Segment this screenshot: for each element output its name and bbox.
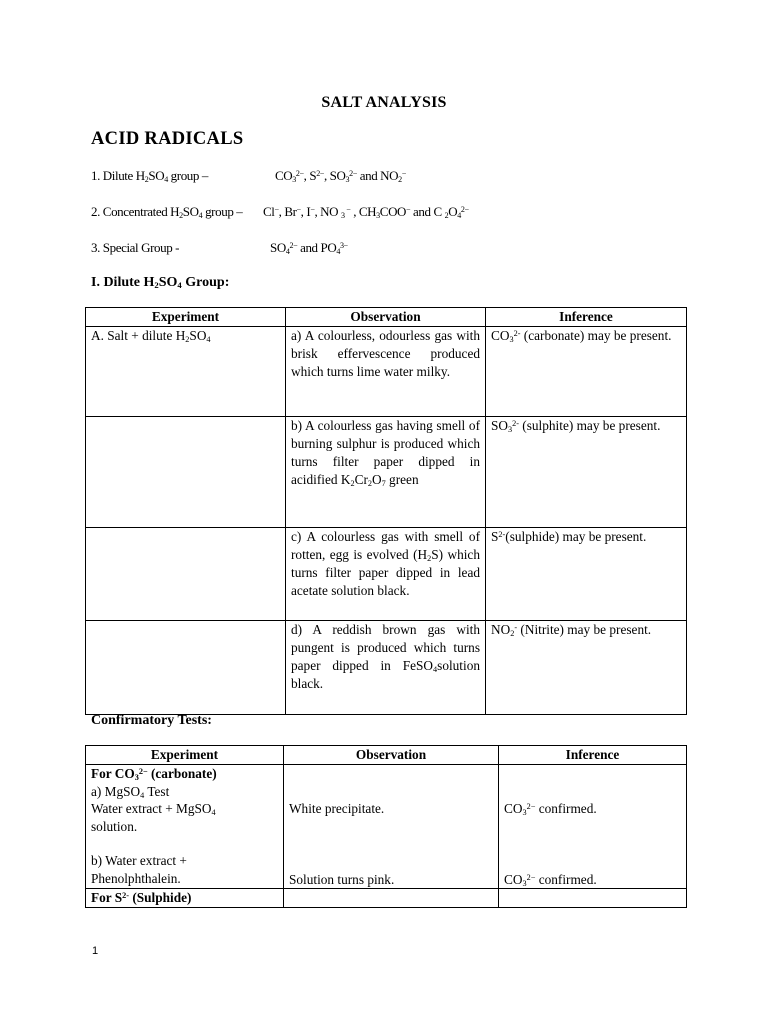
table-row bbox=[86, 889, 687, 908]
table1-header-observation: Observation bbox=[286, 308, 486, 327]
section-dilute-heading: I. Dilute $H_2SO_4$ Group: bbox=[91, 275, 230, 291]
mgso4-observation: White precipitate. bbox=[289, 801, 385, 816]
table2-header-experiment: Experiment bbox=[86, 746, 284, 765]
table1-r1-observation: a) A colourless, odourless gas with brisk effervescence produced which turns lime water milky. bbox=[286, 327, 486, 417]
confirmatory-tests-heading: Confirmatory Tests: bbox=[91, 713, 212, 728]
group-1-ions: $CO_3^{2-}$, $S^{2-}$, $SO_3^{2-}$ and $NO_2^-$ bbox=[275, 168, 406, 185]
table1-header-inference: Inference bbox=[486, 308, 687, 327]
confirmatory-table bbox=[85, 745, 687, 908]
phenolphthalein-inference: $CO_3^{2-}$ confirmed. bbox=[504, 871, 597, 888]
acid-radicals-heading: ACID RADICALS bbox=[91, 129, 244, 149]
group-2-ions: Cl−, Br−, I−, NO $_3$ − , $CH_3COO^-$ and C $_2O_4^{2-}$ bbox=[263, 204, 469, 221]
sulphide-heading: For $S^{2-}$ (Sulphide) bbox=[86, 889, 284, 908]
group-2-label: 2. Concentrated $H_2SO_4$ group – bbox=[91, 204, 243, 221]
carbonate-heading: For $CO_3^{2-}$ (carbonate) bbox=[91, 766, 217, 783]
table-row bbox=[86, 417, 687, 528]
table1-r1-inference: $CO_3^{2-}$ (carbonate) may be present. bbox=[486, 327, 687, 417]
table1-r2-experiment bbox=[86, 417, 286, 528]
mgso4-inference: $CO_3^{2-}$ confirmed. bbox=[504, 801, 597, 818]
table1-r3-observation: c) A colourless gas with smell of rotten, egg is evolved $(H_2S)$ which turns filter paper dipped in lead acetate solution black. bbox=[286, 528, 486, 621]
group-3-label: 3. Special Group - bbox=[91, 240, 180, 255]
table1-r2-inference: $SO_3^{2-}$ (sulphite) may be present. bbox=[486, 417, 687, 528]
table2-r1-observation bbox=[284, 765, 499, 889]
page-title: SALT ANALYSIS bbox=[321, 94, 447, 111]
group-1-label: 1. Dilute $H_2SO_4$ group – bbox=[91, 168, 208, 185]
table-row bbox=[86, 528, 687, 621]
table1-r4-observation: d) A reddish brown gas with pungent is produced which turns paper dipped in FeSO$_4$solution black. bbox=[286, 621, 486, 715]
table1-r4-experiment bbox=[86, 621, 286, 715]
table-row bbox=[86, 621, 687, 715]
mgso4-test-title: a) MgSO$_4$ Test bbox=[91, 783, 170, 800]
table1-r3-inference: $S^{2-}(sulphide)$ may be present. bbox=[486, 528, 687, 621]
mgso4-test-experiment: Water extract + MgSO$_4$ solution. bbox=[91, 801, 216, 834]
table2-header-observation: Observation bbox=[284, 746, 499, 765]
table1-r3-experiment bbox=[86, 528, 286, 621]
table1-r1-experiment: A. Salt + dilute $H_2SO_4$ bbox=[86, 327, 286, 417]
table-row bbox=[86, 765, 687, 889]
table1-r2-observation: b) A colourless gas having smell of burning sulphur is produced which turns filter paper dipped in acidified $K_2Cr_2O_7$ green bbox=[286, 417, 486, 528]
dilute-group-table bbox=[85, 307, 687, 715]
page-number: 1 bbox=[92, 945, 99, 957]
table2-header-inference: Inference bbox=[499, 746, 687, 765]
table1-r4-inference: $NO_2^-$ (Nitrite) may be present. bbox=[486, 621, 687, 715]
table1-header-experiment: Experiment bbox=[86, 308, 286, 327]
group-3-ions: $SO_4^{2-}$ and $PO_4^{3-}$ bbox=[270, 240, 348, 257]
table-row bbox=[86, 327, 687, 417]
phenolphthalein-observation: Solution turns pink. bbox=[289, 871, 395, 887]
phenolphthalein-test-experiment: b) Water extract + Phenolphthalein. bbox=[91, 853, 187, 886]
table2-r1-inference bbox=[499, 765, 687, 889]
table2-r1-experiment bbox=[86, 765, 284, 889]
table2-r2-inference bbox=[499, 889, 687, 908]
table2-r2-observation bbox=[284, 889, 499, 908]
